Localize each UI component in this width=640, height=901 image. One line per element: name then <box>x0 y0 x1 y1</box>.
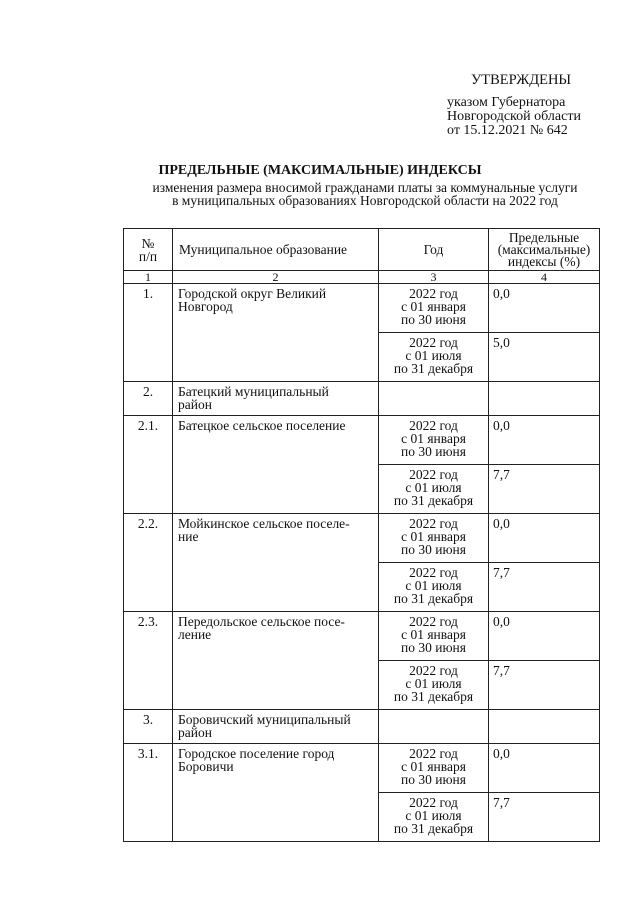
municipality-name-line: район <box>178 397 212 412</box>
period-line: 2022 год <box>409 418 458 433</box>
municipality-name <box>173 612 379 710</box>
municipality-name-line: Передольское сельское посе- <box>178 614 345 629</box>
period-line: 2022 год <box>409 286 458 301</box>
period-line: с 01 января <box>401 299 466 314</box>
period-cell <box>379 284 489 333</box>
municipality-name-line: Новгород <box>178 299 233 314</box>
document-title: ПРЕДЕЛЬНЫЕ (МАКСИМАЛЬНЫЕ) ИНДЕКСЫ <box>158 163 482 178</box>
index-value: 0,0 <box>489 284 600 333</box>
header-num-line-1: № <box>141 235 155 251</box>
municipality-name <box>173 744 379 842</box>
row-number: 2.1. <box>124 416 173 514</box>
period-line: 2022 год <box>409 614 458 629</box>
period-line: 2022 год <box>409 663 458 678</box>
row-number: 2.2. <box>124 514 173 612</box>
column-number: 2 <box>173 271 379 284</box>
approval-line-2: Новгородской области <box>447 109 581 124</box>
period-line: с 01 января <box>401 431 466 446</box>
approval-line-1: указом Губернатора <box>447 95 566 110</box>
row-number: 2.3. <box>124 612 173 710</box>
period-cell <box>379 710 489 744</box>
table-header-row <box>124 229 600 271</box>
period-line: с 01 июля <box>405 480 462 495</box>
header-index <box>489 229 600 271</box>
period-cell <box>379 563 489 612</box>
row-number: 3.1. <box>124 744 173 842</box>
municipality-name <box>173 514 379 612</box>
index-value: 0,0 <box>489 744 600 793</box>
period-line: с 01 января <box>401 627 466 642</box>
indices-table <box>123 228 600 842</box>
column-numbers-row <box>124 271 600 284</box>
header-num <box>124 229 173 271</box>
row-number: 1. <box>124 284 173 382</box>
index-value: 0,0 <box>489 514 600 563</box>
period-line: по 31 декабря <box>393 361 474 376</box>
municipality-name-line: Боровичский муниципальный <box>178 712 351 727</box>
subtitle-line-1: изменения размера вносимой гражданами платы за коммунальные услуги <box>152 180 578 195</box>
period-line: 2022 год <box>409 746 458 761</box>
period-line: с 01 января <box>401 529 466 544</box>
period-line: по 31 декабря <box>393 689 474 704</box>
index-cell <box>489 710 600 744</box>
column-number: 4 <box>489 271 600 284</box>
header-year: Год <box>379 229 489 271</box>
period-line: с 01 июля <box>405 578 462 593</box>
period-cell <box>379 416 489 465</box>
header-num-line-2: п/п <box>138 248 158 264</box>
table-row <box>124 514 600 563</box>
period-line: с 01 июля <box>405 348 462 363</box>
municipality-name-line: Боровичи <box>178 759 234 774</box>
period-line: по 31 декабря <box>393 493 474 508</box>
document-subtitle <box>130 181 600 207</box>
period-cell <box>379 382 489 416</box>
approval-line-3: от 15.12.2021 № 642 <box>447 123 568 138</box>
period-line: по 31 декабря <box>393 591 474 606</box>
municipality-name <box>173 382 379 416</box>
period-line: с 01 июля <box>405 676 462 691</box>
period-line: 2022 год <box>409 335 458 350</box>
period-cell <box>379 793 489 842</box>
municipality-name-line: Городское поселение город <box>178 746 335 761</box>
table-row <box>124 710 600 744</box>
column-number: 3 <box>379 271 489 284</box>
period-line: 2022 год <box>409 565 458 580</box>
column-number: 1 <box>124 271 173 284</box>
period-line: 2022 год <box>409 467 458 482</box>
header-index-line-3: индексы (%) <box>507 253 581 269</box>
period-line: по 31 декабря <box>393 821 474 836</box>
period-line: по 30 июня <box>401 312 466 327</box>
municipality-name-line: Городской округ Великий <box>178 286 327 301</box>
period-line: по 30 июня <box>401 772 466 787</box>
row-number: 3. <box>124 710 173 744</box>
period-line: с 01 января <box>401 759 466 774</box>
index-cell <box>489 382 600 416</box>
index-value: 0,0 <box>489 416 600 465</box>
period-line: по 30 июня <box>401 640 466 655</box>
table-row <box>124 612 600 661</box>
period-cell <box>379 333 489 382</box>
municipality-name <box>173 416 379 514</box>
period-line: с 01 июля <box>405 808 462 823</box>
period-cell <box>379 744 489 793</box>
table-row <box>124 744 600 793</box>
period-cell <box>379 612 489 661</box>
index-value: 7,7 <box>489 661 600 710</box>
index-value: 5,0 <box>489 333 600 382</box>
index-value: 0,0 <box>489 612 600 661</box>
table-row <box>124 416 600 465</box>
municipality-name-line: ние <box>178 529 199 544</box>
period-cell <box>379 465 489 514</box>
table-row <box>124 382 600 416</box>
municipality-name-line: Батецкий муниципальный <box>178 384 329 399</box>
period-line: 2022 год <box>409 795 458 810</box>
subtitle-line-2: в муниципальных образованиях Новгородской области на 2022 год <box>172 193 558 208</box>
municipality-name-line: Мойкинское сельское поселе- <box>178 516 350 531</box>
municipality-name <box>173 284 379 382</box>
header-index-line-1: Предельные <box>508 229 580 245</box>
approval-stamp <box>447 73 581 138</box>
index-value: 7,7 <box>489 563 600 612</box>
index-value: 7,7 <box>489 793 600 842</box>
period-cell <box>379 514 489 563</box>
approval-title: УТВЕРЖДЕНЫ <box>471 72 572 88</box>
municipality-name-line: район <box>178 725 212 740</box>
header-municipality: Муниципальное образование <box>173 229 379 271</box>
municipality-name <box>173 710 379 744</box>
period-line: 2022 год <box>409 516 458 531</box>
municipality-name-line: ление <box>178 627 212 642</box>
period-line: по 30 июня <box>401 542 466 557</box>
table-row <box>124 284 600 333</box>
index-value: 7,7 <box>489 465 600 514</box>
period-cell <box>379 661 489 710</box>
period-line: по 30 июня <box>401 444 466 459</box>
row-number: 2. <box>124 382 173 416</box>
municipality-name-line: Батецкое сельское поселение <box>178 418 346 433</box>
header-index-line-2: (максимальные) <box>497 241 591 257</box>
